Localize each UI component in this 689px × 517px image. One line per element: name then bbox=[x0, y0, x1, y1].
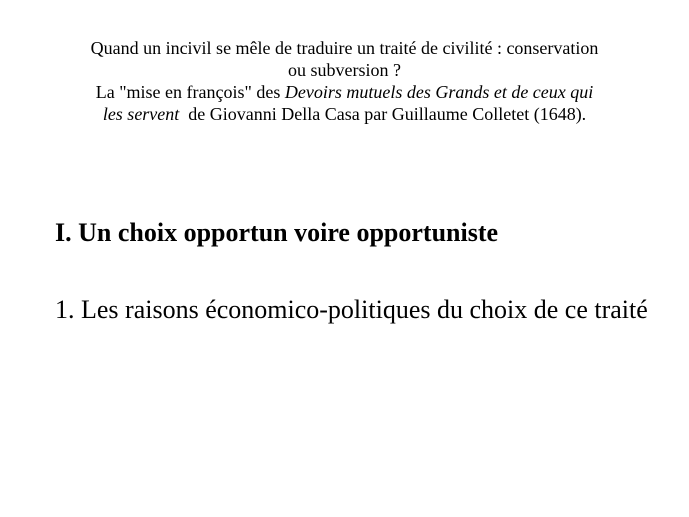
title-line-3-italic: Devoirs mutuels des Grands et de ceux qui bbox=[284, 82, 594, 102]
section-heading: I. Un choix opportun voire opportuniste bbox=[55, 218, 499, 247]
title-line-2: ou subversion ? bbox=[288, 60, 401, 80]
title-line-3-prefix: La "mise en françois" des bbox=[95, 82, 285, 102]
title-line-3 bbox=[40, 81, 649, 103]
title-line-4-suffix: de Giovanni Della Casa par Guillaume Colletet (1648). bbox=[179, 104, 587, 124]
title-line-1: Quand un incivil se mêle de traduire un traité de civilité : conservation bbox=[90, 38, 599, 58]
section-subheading: 1. Les raisons économico-politiques du choix de ce traité bbox=[55, 295, 648, 324]
slide-title bbox=[40, 37, 649, 125]
title-line-4 bbox=[40, 103, 649, 125]
title-line-4-italic: les servent bbox=[102, 104, 180, 124]
